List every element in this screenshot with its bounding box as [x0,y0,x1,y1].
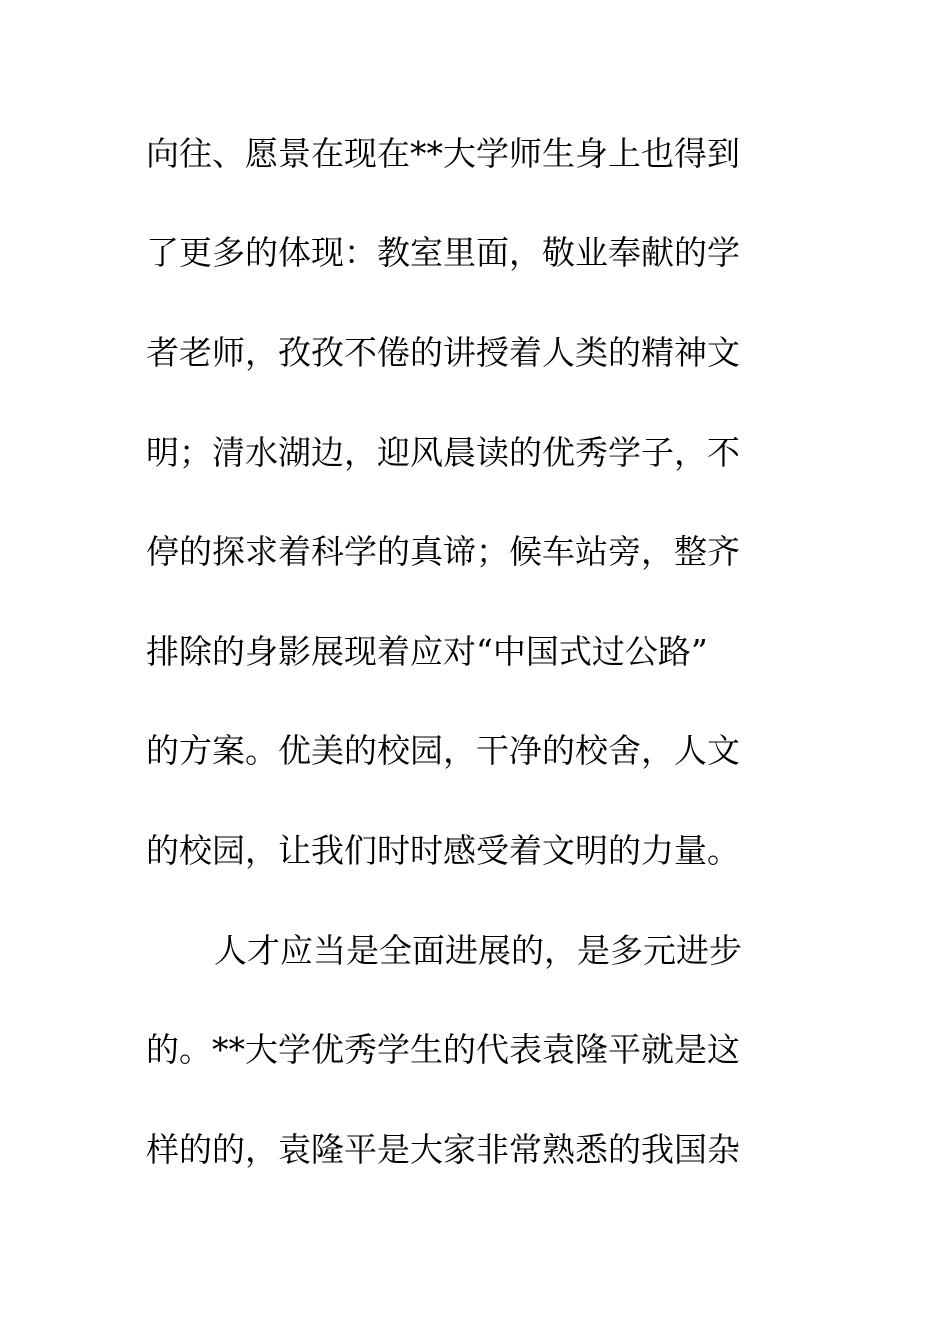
text-line-10: 的。**大学优秀学生的代表袁隆平就是这 [146,1030,740,1069]
text-line-8: 的校园，让我们时时感受着文明的力量。 [146,831,740,870]
text-line-3: 者老师，孜孜不倦的讲授着人类的精神文 [146,333,740,372]
text-line-6: 排除的身影展现着应对“中国式过公路” [146,632,708,671]
text-line-5: 停的探求着科学的真谛；候车站旁，整齐 [146,532,740,571]
text-line-4: 明；清水湖边，迎风晨读的优秀学子，不 [146,433,740,472]
text-line-11: 样的的，袁隆平是大家非常熟悉的我国杂 [146,1130,740,1169]
text-line-1: 向往、愿景在现在**大学师生身上也得到 [146,134,740,173]
text-line-7: 的方案。优美的校园，干净的校舍，人文 [146,731,740,770]
paragraph-2-first-line: 人才应当是全面进展的，是多元进步 [214,931,742,970]
text-line-2: 了更多的体现：教室里面，敬业奉献的学 [146,233,740,272]
